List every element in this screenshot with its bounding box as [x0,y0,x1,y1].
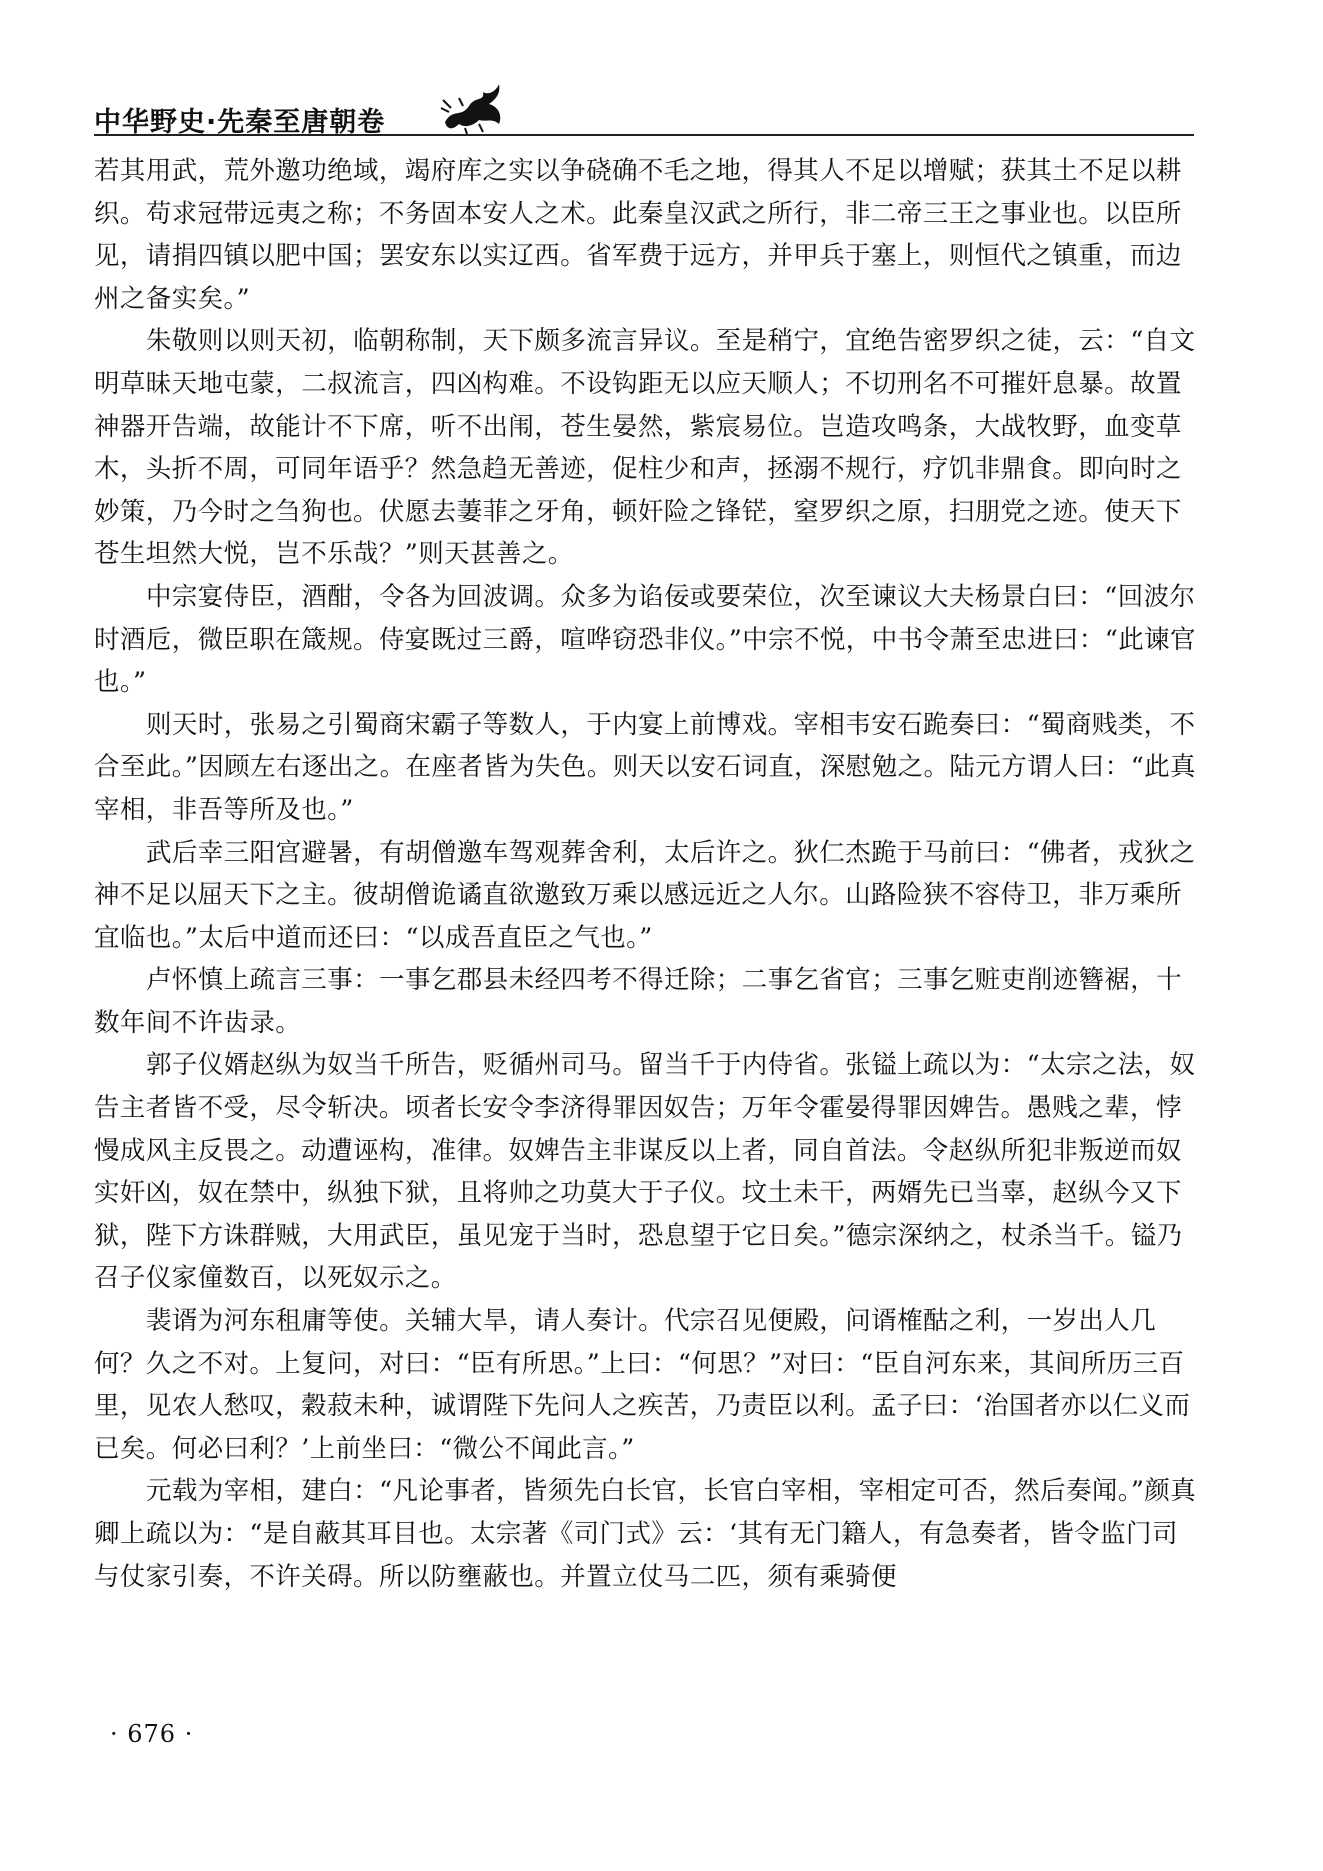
paragraph: 朱敬则以则天初，临朝称制，天下颇多流言异议。至是稍宁，宜绝告密罗织之徒，云：“自文明草昧天地屯蒙，二叔流言，四凶构难。不设钩距无以应天顺人；不切刑名不可摧奸息暴。故置神器开告端，故能计不下席，听不出闱，苍生晏然，紫宸易位。岂造攻鸣条，大战牧野，血变草木，头折不周，可同年语乎？然急趋无善迹，促柱少和声，拯溺不规行，疗饥非鼎食。即向时之妙策，乃今时之刍狗也。伏愿去萋菲之牙角，顿奸险之锋铓，窒罗织之原，扫朋党之迹。使天下苍生坦然大悦，岂不乐哉？”则天甚善之。 [94,326,1196,570]
paragraph: 裴谞为河东租庸等使。关辅大旱，请人奏计。代宗召见便殿，问谞榷酤之利，一岁出人几何？久之不对。上复问，对曰：“臣有所思。”上曰：“何思？”对曰：“臣自河东来，其间所历三百里，见农人愁叹，穀菽未种，诚谓陛下先问人之疾苦，乃责臣以利。孟子曰：‘治国者亦以仁义而已矣。何必曰利？’上前坐曰：“微公不闻此言。” [94,1306,1191,1464]
book-title: 中华野史·先秦至唐朝卷 [94,107,386,138]
paragraph: 武后幸三阳宫避暑，有胡僧邀车驾观葬舍利，太后许之。狄仁杰跪于马前曰：“佛者，戎狄之神不足以屈天下之主。彼胡僧诡谲直欲邀致万乘以感远近之人尔。山路险狭不容侍卫，非万乘所宜临也。”太后中道而还曰：“以成吾直臣之气也。” [94,837,1196,953]
paragraph: 中宗宴侍臣，酒酣，令各为回波调。众多为谄佞或要荣位，次至谏议大夫杨景白曰：“回波尔时酒卮，微臣职在箴规。侍宴既过三爵，喧哗窃恐非仪。”中宗不悦，中书令萧至忠进曰：“此谏官也。” [94,581,1196,698]
header-divider [94,134,1194,136]
paragraph: 若其用武，荒外邀功绝域，竭府库之实以争硗确不毛之地，得其人不足以增赋；获其土不足以耕织。苟求冠带远夷之称；不务固本安人之术。此秦皇汉武之所行，非二帝三王之事业也。以臣所见，请捐四镇以肥中国；罢安东以实辽西。省军费于远方，并甲兵于塞上，则恒代之镇重，而边州之备实矣。” [94,156,1182,314]
paragraph: 元载为宰相，建白：“凡论事者，皆须先白长官，长官白宰相，宰相定可否，然后奏闻。”颜真卿上疏以为：“是自蔽其耳目也。太宗著《司门式》云：‘其有无门籍人，有急奏者，皆令监门司与仗家引奏，不许关碍。所以防壅蔽也。并置立仗马二匹，须有乘骑便 [94,1476,1197,1592]
main-text [94,150,1198,1598]
paragraph: 卢怀慎上疏言三事：一事乞郡县未经四考不得迁除；二事乞省官；三事乞赃吏削迹簪裾，十数年间不许齿录。 [94,965,1183,1038]
paragraph: 则天时，张易之引蜀商宋霸子等数人，于内宴上前博戏。宰相韦安石跪奏曰：“蜀商贱类，不合至此。”因顾左右逐出之。在座者皆为失色。则天以安石词直，深慰勉之。陆元方谓人曰：“此真宰相，非吾等所及也。” [94,709,1196,825]
dragon-emblem-icon [439,78,509,136]
paragraph: 郭子仪婿赵纵为奴当千所告，贬循州司马。留当千于内侍省。张镒上疏以为：“太宗之法，奴告主者皆不受，尽令斩决。顷者长安令李济得罪因奴告；万年令霍晏得罪因婢告。愚贱之辈，悖慢成风主反畏之。动遭诬构，准律。奴婢告主非谋反以上者，同自首法。令赵纵所犯非叛逆而奴实奸凶，奴在禁中，纵独下狱，且将帅之功莫大于子仪。坟土未干，两婿先已当辜，赵纵今又下狱，陛下方诛群贼，大用武臣，虽见宠于当时，恐息望于它日矣。”德宗深纳之，杖杀当千。镒乃召子仪家僮数百，以死奴示之。 [94,1050,1196,1294]
page-number: · 676 · [110,1720,194,1748]
running-header [84,70,1194,140]
